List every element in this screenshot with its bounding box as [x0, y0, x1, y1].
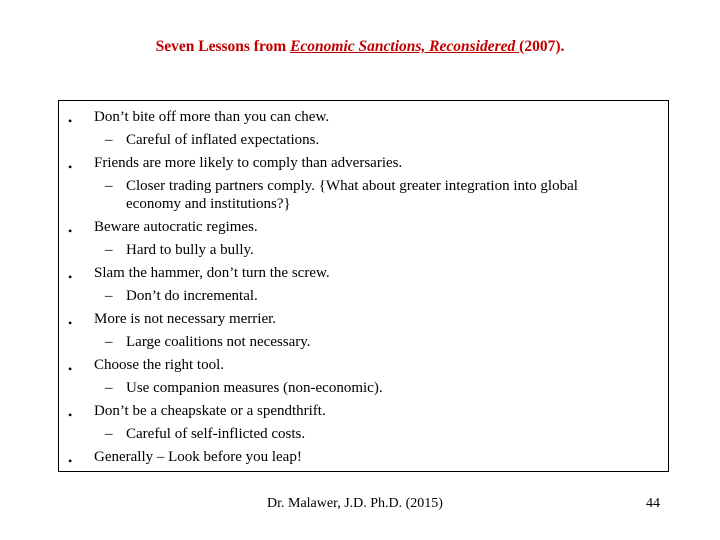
footer-author: Dr. Malawer, J.D. Ph.D. (2015) [267, 496, 443, 511]
lesson-2-sub: – Closer trading partners comply. {What about greater integration into global [105, 178, 578, 194]
lesson-1-sub: – Careful of inflated expectations. [105, 132, 320, 148]
lesson-7-sub: – Careful of self-inflicted costs. [105, 426, 306, 442]
lesson-4-sub: – Don’t do incremental. [105, 288, 258, 304]
slide-title [0, 38, 720, 56]
lesson-5: More is not necessary merrier. [94, 311, 277, 327]
lesson-2: Friends are more likely to comply than adversaries. [94, 155, 403, 171]
bullet-icon: • [68, 160, 73, 174]
bullet-icon: • [68, 270, 73, 284]
lesson-7: Don’t be a cheapskate or a spendthrift. [94, 403, 326, 419]
bullet-icon: • [68, 114, 73, 128]
bullet-icon: • [68, 224, 73, 238]
bullet-icon: • [68, 408, 73, 422]
lesson-4: Slam the hammer, don’t turn the screw. [94, 265, 330, 281]
lesson-6-sub: – Use companion measures (non-economic). [105, 380, 383, 396]
lesson-5-sub: – Large coalitions not necessary. [105, 334, 311, 350]
lesson-8: Generally – Look before you leap! [94, 449, 302, 465]
title-suffix: (2007). [519, 38, 565, 55]
bullet-icon: • [68, 454, 73, 468]
lesson-6: Choose the right tool. [94, 357, 224, 373]
lesson-3: Beware autocratic regimes. [94, 219, 258, 235]
bullet-icon: • [68, 362, 73, 376]
lesson-1: Don’t bite off more than you can chew. [94, 109, 330, 125]
title-prefix: Seven Lessons from [155, 38, 291, 55]
bullet-icon: • [68, 316, 73, 330]
lesson-3-sub: – Hard to bully a bully. [105, 242, 254, 258]
lesson-2-sub-continued: economy and institutions?} [126, 196, 291, 212]
title-book: Economic Sanctions, Reconsidered [290, 38, 520, 55]
page-number: 44 [646, 496, 660, 511]
